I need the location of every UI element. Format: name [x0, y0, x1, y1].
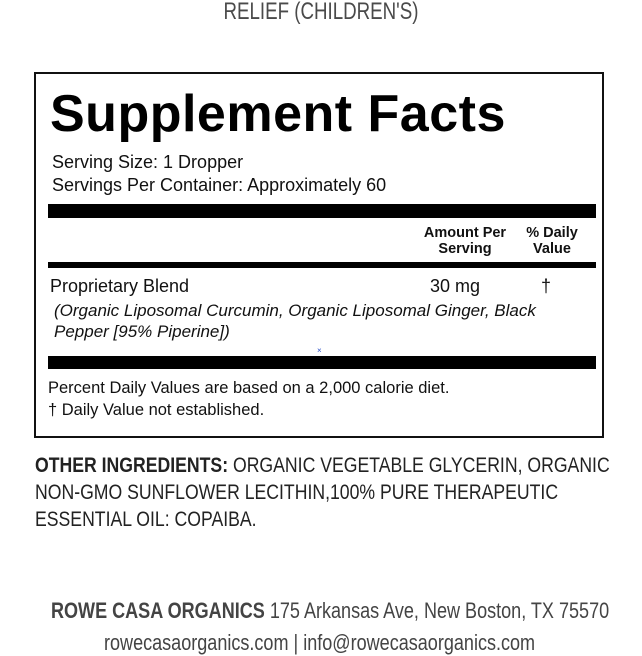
blend-name: Proprietary Blend: [50, 276, 190, 296]
thick-divider-bottom: [48, 356, 596, 369]
daily-value-header: [518, 225, 586, 257]
thick-divider: [48, 204, 596, 218]
serving-size: Serving Size: 1 Dropper: [52, 152, 244, 172]
footnote-dagger: † Daily Value not established.: [48, 401, 265, 419]
footnote-percent: Percent Daily Values are based on a 2,000 calorie diet.: [48, 379, 450, 397]
product-title: RELIEF (CHILDREN'S): [223, 0, 419, 25]
other-ingredients-label: OTHER INGREDIENTS:: [35, 454, 229, 477]
close-icon: ×: [317, 346, 322, 355]
supplement-facts-panel: [34, 72, 604, 438]
other-ingredients: [35, 452, 615, 533]
company-name: ROWE CASA ORGANICS: [51, 598, 265, 623]
blend-daily-value: †: [541, 276, 552, 296]
amount-header-line2: Serving: [438, 241, 492, 257]
amount-per-serving-header: [414, 225, 516, 257]
blend-ingredients: (Organic Liposomal Curcumin, Organic Liposomal Ginger, Black Pepper [95% Piperine]): [54, 301, 536, 341]
medium-divider: [48, 262, 596, 268]
company-contact: rowecasaorganics.com | info@rowecasaorganics.com: [104, 630, 536, 655]
amount-header-line1: Amount Per: [423, 225, 507, 241]
dv-header-line1: % Daily: [526, 225, 578, 241]
blend-amount: 30 mg: [430, 276, 481, 296]
servings-per-container: Servings Per Container: Approximately 60: [52, 175, 387, 195]
dv-header-line2: Value: [533, 241, 571, 257]
other-ingredients-text: ORGANIC VEGETABLE GLYCERIN, ORGANIC NON-GMO SUNFLOWER LECITHIN,100% PURE THERAPEUTIC ESSENTIAL OIL: COPAIBA.: [35, 454, 610, 531]
company-address: 175 Arkansas Ave, New Boston, TX 75570: [269, 598, 610, 623]
facts-heading: Supplement Facts: [50, 85, 506, 143]
company-address-line: [51, 598, 609, 624]
